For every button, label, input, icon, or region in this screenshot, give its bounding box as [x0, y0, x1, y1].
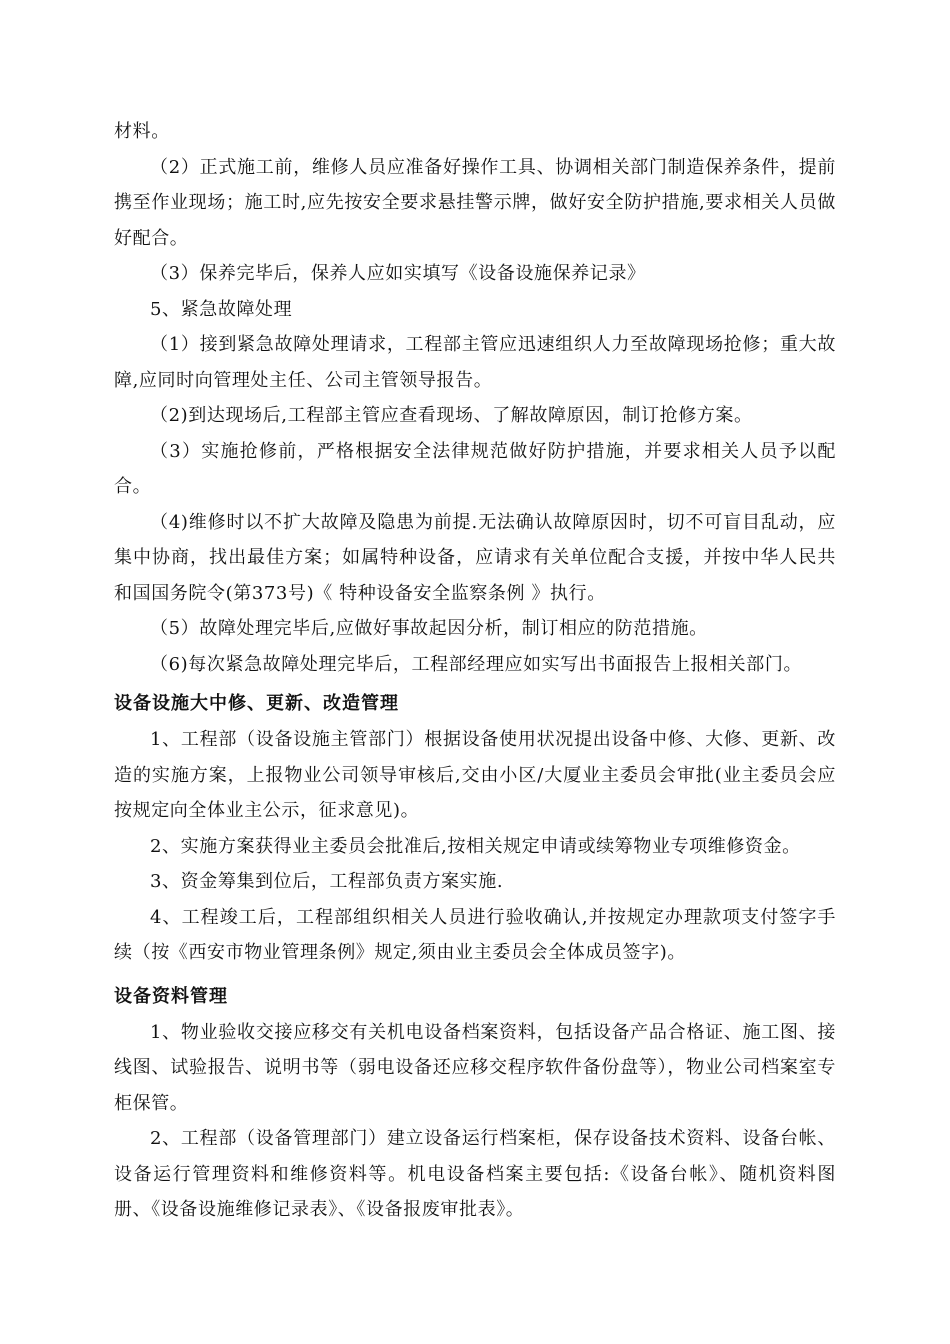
section-heading-overhaul: 设备设施大中修、更新、改造管理: [114, 693, 399, 714]
paragraph-written-report: （6)每次紧急故障处理完毕后，工程部经理应如实写出书面报告上报相关部门。: [150, 653, 803, 675]
section-heading-documents: 设备资料管理: [114, 985, 228, 1007]
paragraph-repair-principle: （4)维修时以不扩大故障及隐患为前提.无法确认故障原因时，切不可盲目乱动，应集中协商，找出最佳方案；如属特种设备，应请求有关单位配合支援，并按中华人民共和国国务院令(第373号)《 特种设备安全监察条例 》执行。: [114, 511, 836, 604]
paragraph-overhaul-plan: 1、工程部（设备设施主管部门）根据设备使用状况提出设备中修、大修、更新、改造的实施方案，上报物业公司领导审核后,交由小区/大厦业主委员会审批(业主委员会应按规定向全体业主公示，征求意见)。: [114, 729, 836, 821]
paragraph-maintenance-fund: 2、实施方案获得业主委员会批准后,按相关规定申请或续筹物业专项维修资金。: [150, 835, 801, 857]
paragraph-construction-prep: （2）正式施工前，维修人员应准备好操作工具、协调相关部门制造保养条件，提前携至作业现场；施工时,应先按安全要求悬挂警示牌，做好安全防护措施,要求相关人员做好配合。: [114, 156, 836, 249]
subheading-emergency-handling: 5、紧急故障处理: [150, 298, 293, 320]
paragraph-materials: 材料。: [114, 121, 170, 142]
paragraph-site-inspection: （2)到达现场后,工程部主管应查看现场、了解故障原因，制订抢修方案。: [150, 405, 753, 426]
paragraph-emergency-request: （1）接到紧急故障处理请求，工程部主管应迅速组织人力至故障现场抢修；重大故障,应同时向管理处主任、公司主管领导报告。: [114, 334, 836, 391]
paragraph-document-handover: 1、物业验收交接应移交有关机电设备档案资料，包括设备产品合格证、施工图、接线图、试验报告、说明书等（弱电设备还应移交程序软件备份盘等），物业公司档案室专柜保管。: [114, 1021, 836, 1114]
paragraph-plan-implementation: 3、资金筹集到位后，工程部负责方案实施.: [150, 871, 504, 892]
document-body: [114, 114, 836, 1228]
paragraph-fault-analysis: （5）故障处理完毕后,应做好事故起因分析，制订相应的防范措施。: [150, 618, 708, 639]
paragraph-acceptance: 4、工程竣工后，工程部组织相关人员进行验收确认,并按规定办理款项支付签字手续（按《西安市物业管理条例》规定,须由业主委员会全体成员签字)。: [114, 906, 836, 963]
paragraph-maintenance-record: （3）保养完毕后，保养人应如实填写《设备设施保养记录》: [150, 263, 646, 284]
paragraph-safety-measures: （3）实施抢修前，严格根据安全法律规范做好防护措施，并要求相关人员予以配合。: [114, 440, 836, 497]
paragraph-document-archive: 2、工程部（设备管理部门）建立设备运行档案柜，保存设备技术资料、设备台帐、设备运行管理资料和维修资料等。机电设备档案主要包括:《设备台帐》、随机资料图册、《设备设施维修记录表》、《设备报废审批表》。: [114, 1128, 836, 1220]
